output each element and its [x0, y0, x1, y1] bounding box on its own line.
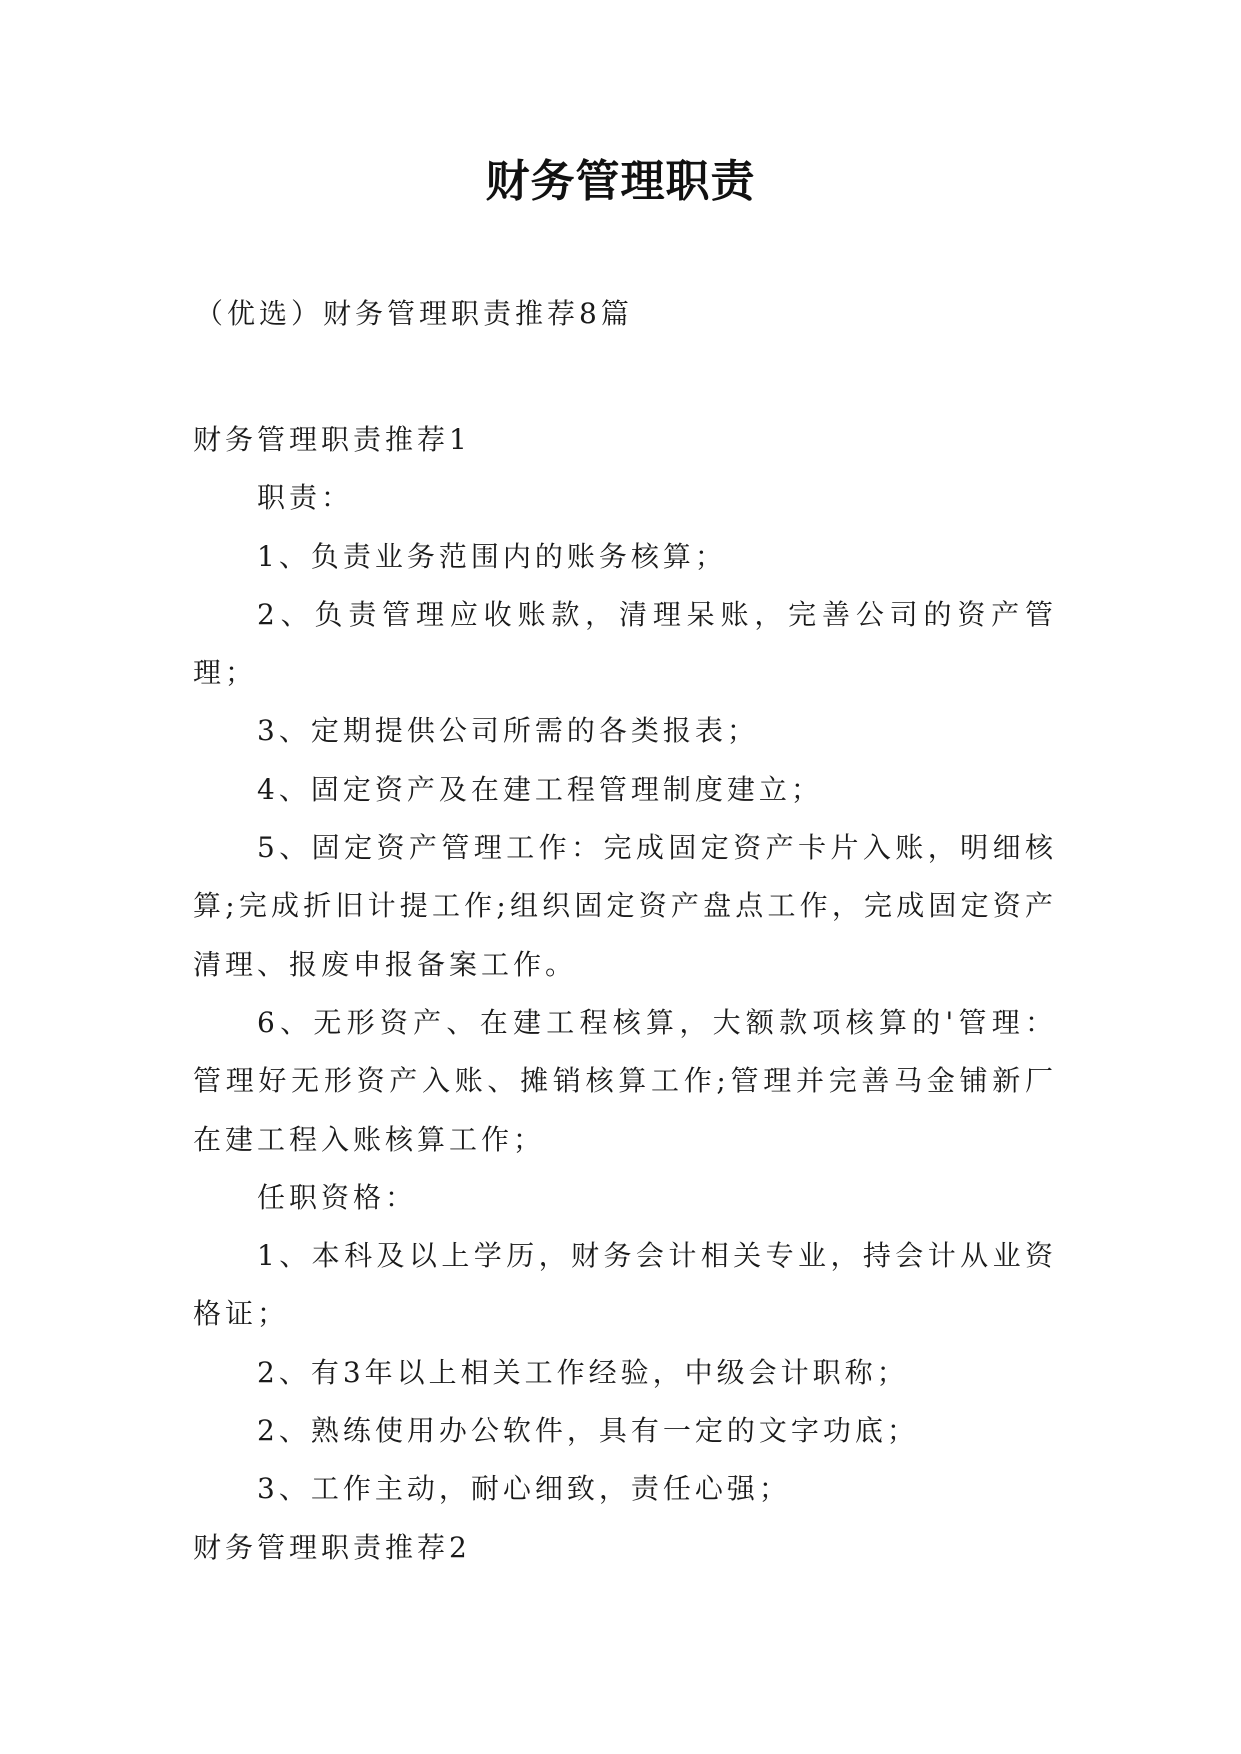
- qualification-item: 2、有3年以上相关工作经验，中级会计职称；: [257, 1355, 909, 1389]
- section-heading: 财务管理职责推荐2: [193, 1530, 471, 1564]
- duty-item: 1、负责业务范围内的账务核算；: [257, 539, 727, 573]
- duty-item: 3、定期提供公司所需的各类报表；: [257, 714, 759, 748]
- section-heading: 财务管理职责推荐1: [193, 423, 471, 456]
- qualification-item: 3、工作主动，耐心细致，责任心强；: [257, 1472, 791, 1506]
- duties-label: 职责：: [257, 481, 354, 515]
- document-body: [193, 411, 1057, 1577]
- qualifications-label: 任职资格：: [257, 1180, 418, 1214]
- qualification-item: 1、本科及以上学历，财务会计相关专业，持会计从业资格证；: [193, 1239, 1057, 1331]
- duty-item: 4、固定资产及在建工程管理制度建立；: [257, 772, 823, 806]
- document-subtitle: （优选）财务管理职责推荐8篇: [195, 297, 633, 330]
- document-title: 财务管理职责: [485, 156, 756, 207]
- duty-item: 6、无形资产、在建工程核算，大额款项核算的'管理：管理好无形资产入账、摊销核算工作;管理并完善马金铺新厂在建工程入账核算工作；: [193, 1005, 1057, 1156]
- qualification-item: 2、熟练使用办公软件，具有一定的文字功底；: [257, 1414, 919, 1448]
- duty-item: 2、负责管理应收账款，清理呆账，完善公司的资产管理；: [193, 597, 1057, 690]
- duty-item: 5、固定资产管理工作：完成固定资产卡片入账，明细核算;完成折旧计提工作;组织固定资产盘点工作，完成固定资产清理、报废申报备案工作。: [193, 831, 1057, 981]
